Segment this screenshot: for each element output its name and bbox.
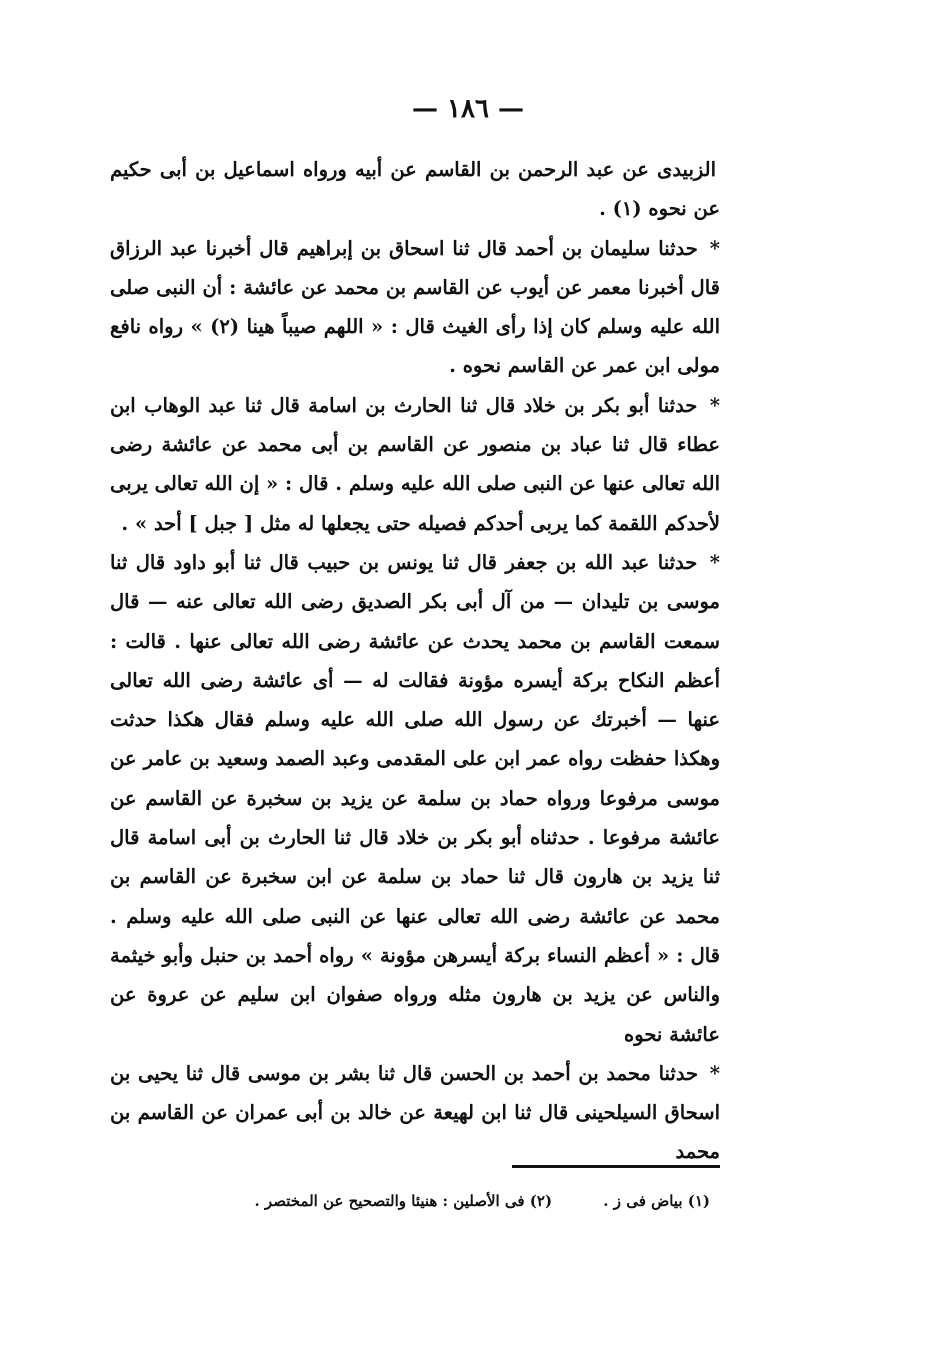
asterisk-marker: * [709, 393, 720, 417]
asterisk-marker: * [709, 1061, 720, 1085]
page-number: — ١٨٦ — [411, 94, 525, 124]
paragraph-1 [110, 150, 720, 229]
footnotes [150, 1192, 710, 1210]
asterisk-marker: * [709, 550, 720, 574]
footnote-1: (١) بياض فى ز . [603, 1192, 710, 1210]
paragraph-4 [110, 543, 720, 1054]
asterisk-marker: * [709, 236, 720, 260]
footnote-divider [512, 1165, 720, 1168]
paragraph-2 [110, 229, 720, 386]
paragraph-text: حدثنا عبد الله بن جعفر قال ثنا يونس بن حبيب قال ثنا أبو داود قال ثنا موسى بن تليدان — من آل أبى بكر الصديق رضى الله تعالى عنه — قال سمعت القاسم بن محمد يحدث عن عائشة رضى الله تعالى عنها . قالت : أعظم النكاح بركة أيسره مؤونة فقالت له — أى عائشة رضى الله تعالى عنها — أخبرتك عن رسول الله صلى الله عليه وسلم فقال هكذا حدثت وهكذا حفظت رواه عمر ابن على المقدمى وعبد الصمد وسعيد بن عامر عن موسى مرفوعا ورواه حماد بن سلمة عن يزيد بن سخبرة عن القاسم عن عائشة مرفوعا . حدثناه أبو بكر بن خلاد قال ثنا الحارث بن أبى اسامة قال ثنا يزيد بن هارون قال ثنا حماد بن سلمة عن ابن سخبرة عن القاسم بن محمد عن عائشة رضى الله تعالى عنها عن النبى صلى الله عليه وسلم . قال : « أعظم النساء بركة أيسرهن مؤونة » رواه أحمد بن حنبل وأبو خيثمة والناس عن يزيد بن هارون مثله ورواه صفوان ابن سليم عن عروة عن عائشة نحوه [110, 550, 720, 1046]
paragraph-text: حدثنا أبو بكر بن خلاد قال ثنا الحارث بن اسامة قال ثنا عبد الوهاب ابن عطاء قال ثنا عباد بن منصور عن القاسم بن أبى محمد عن عائشة رضى الله تعالى عنها عن النبى صلى الله عليه وسلم . قال : « إن الله تعالى يربى لأحدكم اللقمة كما يربى أحدكم فصيله حتى يجعلها له مثل [ جبل ] أحد » . [110, 393, 720, 535]
paragraph-text: حدثنا محمد بن أحمد بن الحسن قال ثنا بشر بن موسى قال ثنا يحيى بن اسحاق السيلحينى قال ثنا ابن لهيعة عن خالد بن أبى عمران عن القاسم بن محمد [110, 1061, 720, 1164]
paragraph-5 [110, 1054, 720, 1172]
body-text [110, 150, 720, 1172]
paragraph-text: الزبيدى عن عبد الرحمن بن القاسم عن أبيه ورواه اسماعيل بن أبى حكيم عن نحوه (١) . [110, 158, 720, 221]
paragraph-3 [110, 386, 720, 543]
footnote-2: (٢) فى الأصلين : هنيئا والتصحيح عن المختصر . [254, 1192, 553, 1210]
paragraph-text: حدثنا سليمان بن أحمد قال ثنا اسحاق بن إبراهيم قال أخبرنا عبد الرزاق قال أخبرنا معمر عن أيوب عن القاسم بن محمد عن عائشة : أن النبى صلى الله عليه وسلم كان إذا رأى الغيث قال : « اللهم صيباً هينا (٢) » رواه نافع مولى ابن عمر عن القاسم نحوه . [110, 236, 720, 378]
